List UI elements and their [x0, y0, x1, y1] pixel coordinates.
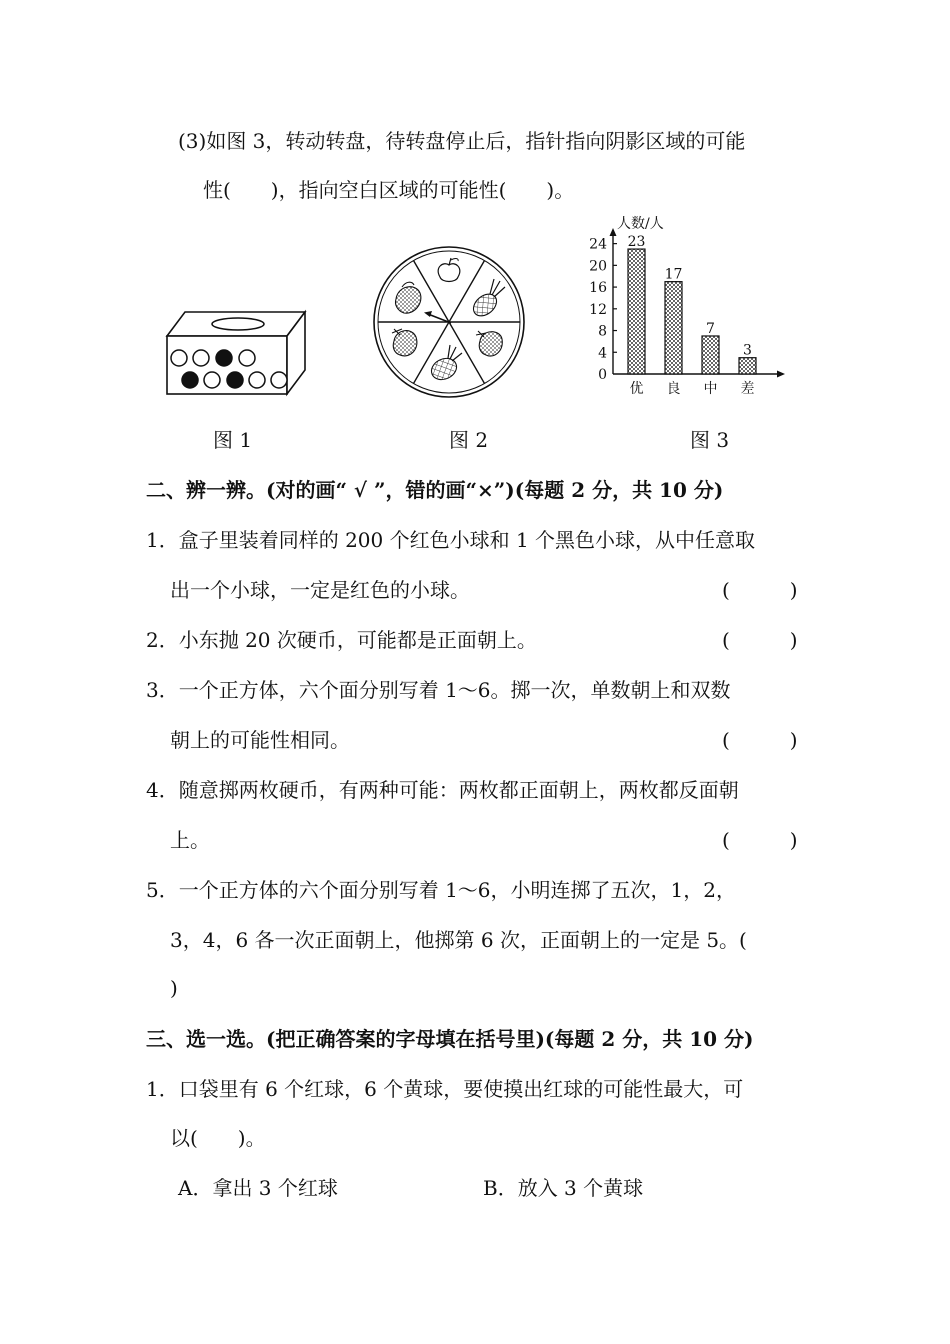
- chart-bar: [628, 249, 645, 374]
- s3-q1-line-2: 以( )。: [170, 1126, 266, 1150]
- chart-data-label: 7: [706, 320, 715, 337]
- chart-bar: [702, 336, 719, 374]
- s2-item-1-line-1: 1．盒子里装着同样的 200 个红色小球和 1 个黑色小球，从中任意取: [146, 528, 756, 552]
- figure-3-bar-chart: [585, 212, 795, 402]
- chart-ylabel: 人数/人: [617, 216, 664, 232]
- s2-item-4-answer-blank[interactable]: ( ): [722, 828, 798, 852]
- s2-item-1-answer-blank[interactable]: ( ): [722, 578, 798, 602]
- ball-white: [239, 350, 255, 366]
- chart-y-tick-label: 20: [589, 258, 607, 275]
- chart-y-tick-label: 16: [589, 280, 607, 297]
- chart-category-label: 良: [666, 381, 681, 397]
- s3-q1-line-1: 1．口袋里有 6 个红球，6 个黄球，要使摸出红球的可能性最大，可: [146, 1077, 744, 1101]
- section-2-heading: 二、辨一辨。(对的画“ √ ”，错的画“×”)(每题 2 分，共 10 分): [146, 478, 724, 502]
- ball-white: [249, 372, 265, 388]
- ball-black: [182, 372, 198, 388]
- chart-data-label: 3: [743, 342, 752, 359]
- s2-item-3-line-2: 朝上的可能性相同。: [170, 728, 350, 752]
- figure-2-caption: 图 2: [449, 428, 489, 452]
- chart-category-label: 优: [629, 381, 644, 397]
- s2-item-3-answer-blank[interactable]: ( ): [722, 728, 798, 752]
- ball-black: [216, 350, 232, 366]
- s3-q1-option-b[interactable]: B．放入 3 个黄球: [483, 1176, 644, 1200]
- chart-y-axis-arrow: [610, 228, 617, 236]
- chart-y-tick-label: 8: [598, 323, 607, 340]
- s2-item-2-answer-blank[interactable]: ( ): [722, 628, 798, 652]
- ball-black: [227, 372, 243, 388]
- s2-item-3-line-1: 3．一个正方体，六个面分别写着 1～6。掷一次，单数朝上和双数: [146, 678, 731, 702]
- chart-bar: [739, 358, 756, 374]
- section-3-heading: 三、选一选。(把正确答案的字母填在括号里)(每题 2 分，共 10 分): [146, 1027, 754, 1051]
- figure-2-spinner: [372, 245, 527, 400]
- s2-item-5-line-3[interactable]: ): [170, 976, 178, 1000]
- s2-item-4-line-2: 上。: [170, 828, 210, 852]
- s2-item-2-line-1: 2．小东抛 20 次硬币，可能都是正面朝上。: [146, 628, 537, 652]
- q3-line-2: 性( )，指向空白区域的可能性( )。: [203, 178, 575, 202]
- ball-white: [171, 350, 187, 366]
- box-opening: [212, 318, 264, 330]
- s3-q1-option-a[interactable]: A．拿出 3 个红球: [178, 1176, 338, 1200]
- figure-1-caption: 图 1: [213, 428, 253, 452]
- ball-white: [193, 350, 209, 366]
- chart-y-tick-label: 12: [589, 301, 607, 318]
- s2-item-5-line-2: 3，4，6 各一次正面朝上，他掷第 6 次，正面朝上的一定是 5。(: [170, 928, 747, 952]
- ball-white: [204, 372, 220, 388]
- chart-y-tick-label: 4: [598, 345, 607, 362]
- s2-item-5-line-1: 5．一个正方体的六个面分别写着 1～6，小明连掷了五次，1，2，: [146, 878, 736, 902]
- chart-category-label: 差: [740, 381, 755, 397]
- q3-line-1: (3)如图 3，转动转盘，待转盘停止后，指针指向阴影区域的可能: [178, 129, 746, 153]
- figure-1-box: [160, 308, 312, 398]
- ball-white: [271, 372, 287, 388]
- chart-bar: [665, 282, 682, 374]
- figure-3-caption: 图 3: [690, 428, 730, 452]
- chart-y-tick-label: 0: [598, 367, 607, 383]
- s2-item-4-line-1: 4．随意掷两枚硬币，有两种可能：两枚都正面朝上，两枚都反面朝: [146, 778, 739, 802]
- chart-data-label: 23: [627, 234, 646, 251]
- chart-x-axis-arrow: [777, 371, 785, 378]
- s2-item-1-line-2: 出一个小球，一定是红色的小球。: [170, 578, 470, 602]
- chart-category-label: 中: [703, 381, 718, 397]
- chart-data-label: 17: [664, 266, 683, 283]
- chart-y-tick-label: 24: [589, 236, 607, 253]
